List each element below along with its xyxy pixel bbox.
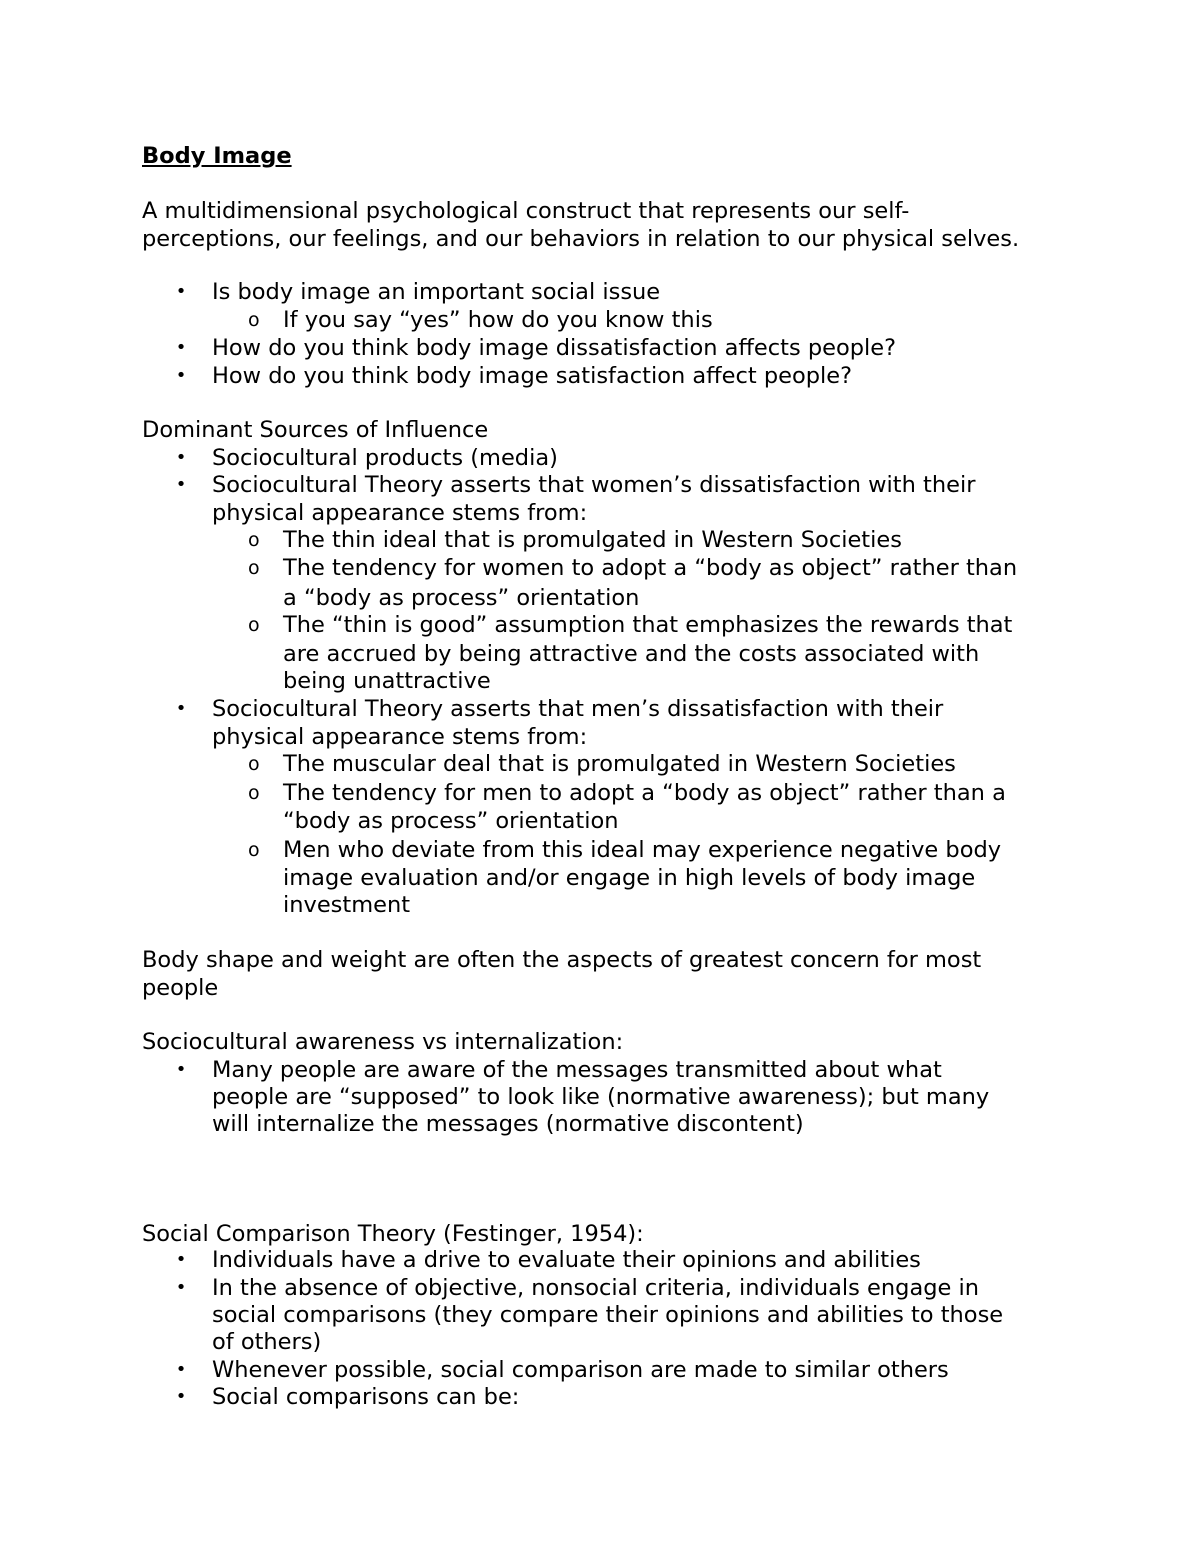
- sub-item-women-object-cont: a “body as process” orientation: [283, 585, 640, 611]
- list-item-absence-cont-1: social comparisons (they compare their opinions and abilities to those: [212, 1302, 1004, 1328]
- sub-item-muscular-ideal: The muscular deal that is promulgated in Western Societies: [283, 751, 956, 777]
- awareness-heading: Sociocultural awareness vs internalization:: [142, 1029, 624, 1055]
- bullet-icon: •: [175, 1059, 187, 1080]
- sub-item-men-object-cont: “body as process” orientation: [283, 808, 619, 834]
- list-item-awareness-cont-1: people are “supposed” to look like (normative awareness); but many: [212, 1084, 990, 1110]
- list-item-drive: Individuals have a drive to evaluate their opinions and abilities: [212, 1247, 921, 1273]
- question-dissatisfaction: How do you think body image dissatisfaction affects people?: [212, 335, 897, 361]
- sub-item-men-object: The tendency for men to adopt a “body as object” rather than a: [283, 780, 1006, 806]
- sub-item-men-deviate-cont-1: image evaluation and/or engage in high levels of body image: [283, 865, 976, 891]
- bullet-icon: •: [175, 698, 187, 719]
- sub-bullet-icon: o: [248, 782, 260, 804]
- sub-item-thin-is-good-cont-2: being unattractive: [283, 668, 491, 694]
- intro-line-2: perceptions, our feelings, and our behaviors in relation to our physical selves.: [142, 226, 1020, 252]
- bullet-icon: •: [175, 281, 187, 302]
- sub-bullet-icon: o: [248, 753, 260, 775]
- list-item-men-theory-cont: physical appearance stems from:: [212, 724, 588, 750]
- question-satisfaction: How do you think body image satisfaction affect people?: [212, 363, 853, 389]
- bullet-icon: •: [175, 337, 187, 358]
- bullet-icon: •: [175, 447, 187, 468]
- list-item-awareness-cont-2: will internalize the messages (normative discontent): [212, 1111, 804, 1137]
- list-item-women-theory-cont: physical appearance stems from:: [212, 500, 588, 526]
- list-item-awareness: Many people are aware of the messages transmitted about what: [212, 1057, 942, 1083]
- bullet-icon: •: [175, 365, 187, 386]
- list-item-women-theory: Sociocultural Theory asserts that women’s dissatisfaction with their: [212, 472, 976, 498]
- bullet-icon: •: [175, 1386, 187, 1407]
- body-shape-line-2: people: [142, 975, 219, 1001]
- bullet-icon: •: [175, 474, 187, 495]
- list-item-absence-cont-2: of others): [212, 1329, 322, 1355]
- list-item-media: Sociocultural products (media): [212, 445, 558, 471]
- list-item-comparisons-can-be: Social comparisons can be:: [212, 1384, 520, 1410]
- sub-item-men-deviate: Men who deviate from this ideal may experience negative body: [283, 837, 1002, 863]
- bullet-icon: •: [175, 1277, 187, 1298]
- sub-item-women-object: The tendency for women to adopt a “body as object” rather than: [283, 555, 1018, 581]
- sub-bullet-icon: o: [248, 614, 260, 636]
- list-item-similar-others: Whenever possible, social comparison are made to similar others: [212, 1357, 949, 1383]
- sub-bullet-icon: o: [248, 309, 260, 331]
- social-comparison-heading: Social Comparison Theory (Festinger, 1954):: [142, 1221, 644, 1247]
- bullet-icon: •: [175, 1359, 187, 1380]
- sub-item-thin-is-good: The “thin is good” assumption that emphasizes the rewards that: [283, 612, 1013, 638]
- sub-bullet-icon: o: [248, 529, 260, 551]
- question-how-know: If you say “yes” how do you know this: [283, 307, 713, 333]
- list-item-absence: In the absence of objective, nonsocial criteria, individuals engage in: [212, 1275, 980, 1301]
- list-item-men-theory: Sociocultural Theory asserts that men’s dissatisfaction with their: [212, 696, 944, 722]
- page-title: Body Image: [142, 143, 292, 169]
- question-important-issue: Is body image an important social issue: [212, 279, 661, 305]
- sub-item-thin-is-good-cont-1: are accrued by being attractive and the costs associated with: [283, 641, 980, 667]
- dominant-sources-heading: Dominant Sources of Influence: [142, 417, 489, 443]
- body-shape-line-1: Body shape and weight are often the aspects of greatest concern for most: [142, 947, 982, 973]
- sub-item-thin-ideal: The thin ideal that is promulgated in Western Societies: [283, 527, 902, 553]
- sub-bullet-icon: o: [248, 839, 260, 861]
- sub-bullet-icon: o: [248, 557, 260, 579]
- bullet-icon: •: [175, 1249, 187, 1270]
- sub-item-men-deviate-cont-2: investment: [283, 892, 411, 918]
- intro-line-1: A multidimensional psychological construct that represents our self-: [142, 198, 910, 224]
